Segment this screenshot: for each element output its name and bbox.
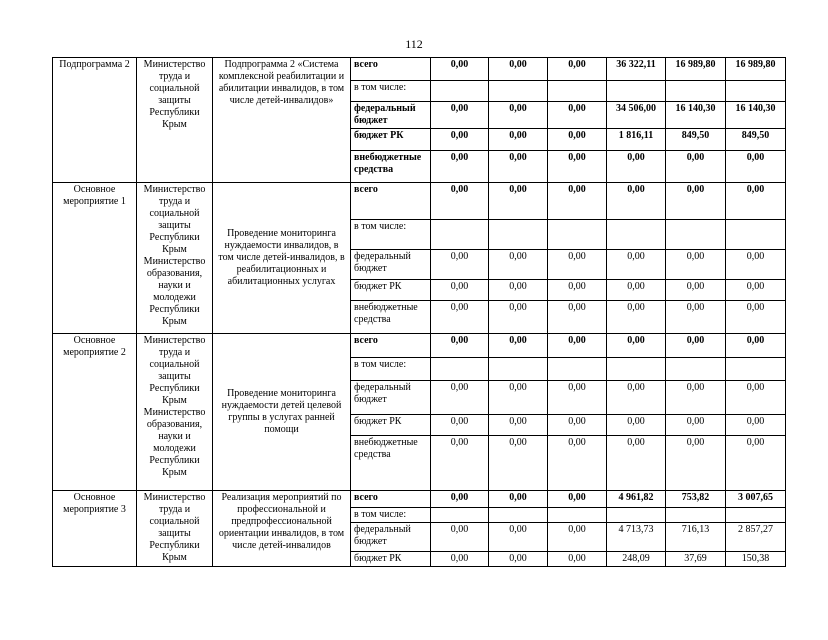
amount-cell: 0,00 — [607, 151, 666, 183]
program-cell: Подпрограмма 2 — [53, 58, 137, 183]
measure-name-cell: Реализация мероприятий по профессиональной и предпрофессиональной ориентации инвалидов, в том числе детей-инвалидов — [213, 491, 351, 567]
amount-cell: 0,00 — [666, 415, 726, 436]
amount-cell: 16 140,30 — [666, 102, 726, 129]
amount-cell: 34 506,00 — [607, 102, 666, 129]
funding-source-cell: федеральный бюджет — [351, 102, 431, 129]
amount-cell: 0,00 — [431, 183, 489, 220]
funding-source-cell: внебюджетные средства — [351, 436, 431, 491]
amount-cell: 0,00 — [548, 183, 607, 220]
amount-cell: 0,00 — [548, 301, 607, 334]
amount-cell: 0,00 — [431, 491, 489, 508]
budget-table — [52, 57, 786, 567]
amount-cell — [726, 220, 786, 250]
amount-cell: 1 816,11 — [607, 129, 666, 151]
amount-cell: 849,50 — [726, 129, 786, 151]
amount-cell — [607, 358, 666, 381]
amount-cell: 0,00 — [489, 436, 548, 491]
amount-cell: 849,50 — [666, 129, 726, 151]
amount-cell — [431, 220, 489, 250]
funding-source-cell: всего — [351, 183, 431, 220]
page-number: 112 — [405, 37, 423, 51]
amount-cell: 0,00 — [431, 151, 489, 183]
funding-source-cell: в том числе: — [351, 358, 431, 381]
funding-source-cell: бюджет РК — [351, 129, 431, 151]
amount-cell: 0,00 — [431, 552, 489, 567]
amount-cell — [489, 81, 548, 102]
amount-cell: 0,00 — [431, 301, 489, 334]
amount-cell: 0,00 — [548, 436, 607, 491]
amount-cell: 0,00 — [726, 334, 786, 358]
amount-cell: 0,00 — [726, 381, 786, 415]
amount-cell: 0,00 — [431, 280, 489, 301]
measure-name-cell: Проведение мониторинга нуждаемости детей целевой группы в услугах ранней помощи — [213, 334, 351, 491]
amount-cell: 0,00 — [607, 381, 666, 415]
amount-cell: 0,00 — [607, 436, 666, 491]
amount-cell: 16 989,80 — [666, 58, 726, 81]
amount-cell — [548, 81, 607, 102]
amount-cell: 0,00 — [431, 250, 489, 280]
amount-cell: 0,00 — [548, 129, 607, 151]
amount-cell: 0,00 — [666, 183, 726, 220]
amount-cell: 0,00 — [607, 415, 666, 436]
amount-cell: 0,00 — [726, 301, 786, 334]
table-row — [53, 491, 786, 508]
amount-cell — [666, 358, 726, 381]
amount-cell: 0,00 — [548, 523, 607, 552]
amount-cell: 16 140,30 — [726, 102, 786, 129]
amount-cell: 0,00 — [666, 436, 726, 491]
amount-cell: 0,00 — [726, 151, 786, 183]
amount-cell: 0,00 — [726, 250, 786, 280]
measure-name-cell: Проведение мониторинга нуждаемости инвалидов, в том числе детей-инвалидов, в реабилитационных и абилитационных услугах — [213, 183, 351, 334]
program-cell: Основное мероприятие 3 — [53, 491, 137, 567]
amount-cell: 0,00 — [431, 129, 489, 151]
amount-cell: 0,00 — [726, 415, 786, 436]
amount-cell: 0,00 — [431, 381, 489, 415]
amount-cell: 0,00 — [666, 334, 726, 358]
amount-cell: 0,00 — [431, 436, 489, 491]
amount-cell — [548, 220, 607, 250]
amount-cell: 0,00 — [726, 436, 786, 491]
amount-cell — [666, 508, 726, 523]
executor-cell: Министерство труда и социальной защиты Республики Крым — [137, 58, 213, 183]
amount-cell — [489, 358, 548, 381]
amount-cell: 0,00 — [489, 301, 548, 334]
funding-source-cell: всего — [351, 58, 431, 81]
funding-source-cell: в том числе: — [351, 81, 431, 102]
amount-cell — [431, 358, 489, 381]
executor-cell: Министерство труда и социальной защиты Республики Крым — [137, 491, 213, 567]
amount-cell: 0,00 — [548, 250, 607, 280]
amount-cell: 150,38 — [726, 552, 786, 567]
amount-cell: 0,00 — [489, 523, 548, 552]
funding-source-cell: всего — [351, 334, 431, 358]
amount-cell: 0,00 — [548, 491, 607, 508]
funding-source-cell: федеральный бюджет — [351, 381, 431, 415]
amount-cell: 0,00 — [489, 102, 548, 129]
amount-cell: 0,00 — [548, 381, 607, 415]
amount-cell: 0,00 — [548, 58, 607, 81]
amount-cell — [607, 220, 666, 250]
program-cell: Основное мероприятие 2 — [53, 334, 137, 491]
amount-cell: 4 713,73 — [607, 523, 666, 552]
amount-cell: 0,00 — [548, 334, 607, 358]
amount-cell: 0,00 — [666, 280, 726, 301]
amount-cell: 0,00 — [489, 58, 548, 81]
amount-cell: 0,00 — [726, 183, 786, 220]
table-row — [53, 334, 786, 358]
amount-cell: 753,82 — [666, 491, 726, 508]
amount-cell: 0,00 — [666, 151, 726, 183]
amount-cell: 3 007,65 — [726, 491, 786, 508]
funding-source-cell: в том числе: — [351, 220, 431, 250]
funding-source-cell: бюджет РК — [351, 552, 431, 567]
table-row — [53, 183, 786, 220]
amount-cell: 0,00 — [666, 301, 726, 334]
budget-table-body — [53, 58, 786, 567]
amount-cell: 36 322,11 — [607, 58, 666, 81]
amount-cell: 2 857,27 — [726, 523, 786, 552]
funding-source-cell: федеральный бюджет — [351, 523, 431, 552]
amount-cell: 0,00 — [607, 334, 666, 358]
amount-cell — [726, 508, 786, 523]
amount-cell: 0,00 — [548, 102, 607, 129]
funding-source-cell: бюджет РК — [351, 280, 431, 301]
amount-cell: 0,00 — [489, 415, 548, 436]
amount-cell: 0,00 — [431, 102, 489, 129]
amount-cell: 0,00 — [489, 250, 548, 280]
amount-cell — [666, 220, 726, 250]
funding-source-cell: федеральный бюджет — [351, 250, 431, 280]
amount-cell — [607, 508, 666, 523]
amount-cell: 0,00 — [431, 415, 489, 436]
amount-cell: 4 961,82 — [607, 491, 666, 508]
measure-name-cell: Подпрограмма 2 «Система комплексной реабилитации и абилитации инвалидов, в том числе детей-инвалидов» — [213, 58, 351, 183]
amount-cell: 0,00 — [607, 280, 666, 301]
amount-cell: 0,00 — [666, 250, 726, 280]
executor-cell: Министерство труда и социальной защиты Республики Крым Министерство образования, науки и молодежи Республики Крым — [137, 183, 213, 334]
amount-cell: 0,00 — [431, 523, 489, 552]
amount-cell: 0,00 — [489, 552, 548, 567]
funding-source-cell: бюджет РК — [351, 415, 431, 436]
amount-cell — [548, 358, 607, 381]
amount-cell — [726, 358, 786, 381]
funding-source-cell: в том числе: — [351, 508, 431, 523]
amount-cell: 0,00 — [489, 151, 548, 183]
amount-cell: 0,00 — [607, 301, 666, 334]
amount-cell — [489, 220, 548, 250]
amount-cell — [666, 81, 726, 102]
amount-cell: 16 989,80 — [726, 58, 786, 81]
amount-cell: 0,00 — [489, 334, 548, 358]
amount-cell — [607, 81, 666, 102]
amount-cell: 248,09 — [607, 552, 666, 567]
amount-cell: 0,00 — [548, 151, 607, 183]
amount-cell — [489, 508, 548, 523]
funding-source-cell: всего — [351, 491, 431, 508]
amount-cell — [431, 81, 489, 102]
amount-cell: 0,00 — [489, 491, 548, 508]
amount-cell: 0,00 — [726, 280, 786, 301]
amount-cell: 0,00 — [548, 415, 607, 436]
amount-cell: 37,69 — [666, 552, 726, 567]
amount-cell: 0,00 — [431, 58, 489, 81]
amount-cell — [726, 81, 786, 102]
amount-cell: 0,00 — [607, 250, 666, 280]
amount-cell: 0,00 — [666, 381, 726, 415]
amount-cell: 0,00 — [548, 552, 607, 567]
amount-cell: 0,00 — [607, 183, 666, 220]
funding-source-cell: внебюджетные средства — [351, 151, 431, 183]
amount-cell: 0,00 — [489, 183, 548, 220]
amount-cell — [431, 508, 489, 523]
amount-cell: 0,00 — [489, 381, 548, 415]
amount-cell: 0,00 — [431, 334, 489, 358]
executor-cell: Министерство труда и социальной защиты Республики Крым Министерство образования, науки и молодежи Республики Крым — [137, 334, 213, 491]
amount-cell: 0,00 — [489, 280, 548, 301]
amount-cell — [548, 508, 607, 523]
program-cell: Основное мероприятие 1 — [53, 183, 137, 334]
amount-cell: 0,00 — [548, 280, 607, 301]
funding-source-cell: внебюджетные средства — [351, 301, 431, 334]
amount-cell: 716,13 — [666, 523, 726, 552]
table-row — [53, 58, 786, 81]
amount-cell: 0,00 — [489, 129, 548, 151]
